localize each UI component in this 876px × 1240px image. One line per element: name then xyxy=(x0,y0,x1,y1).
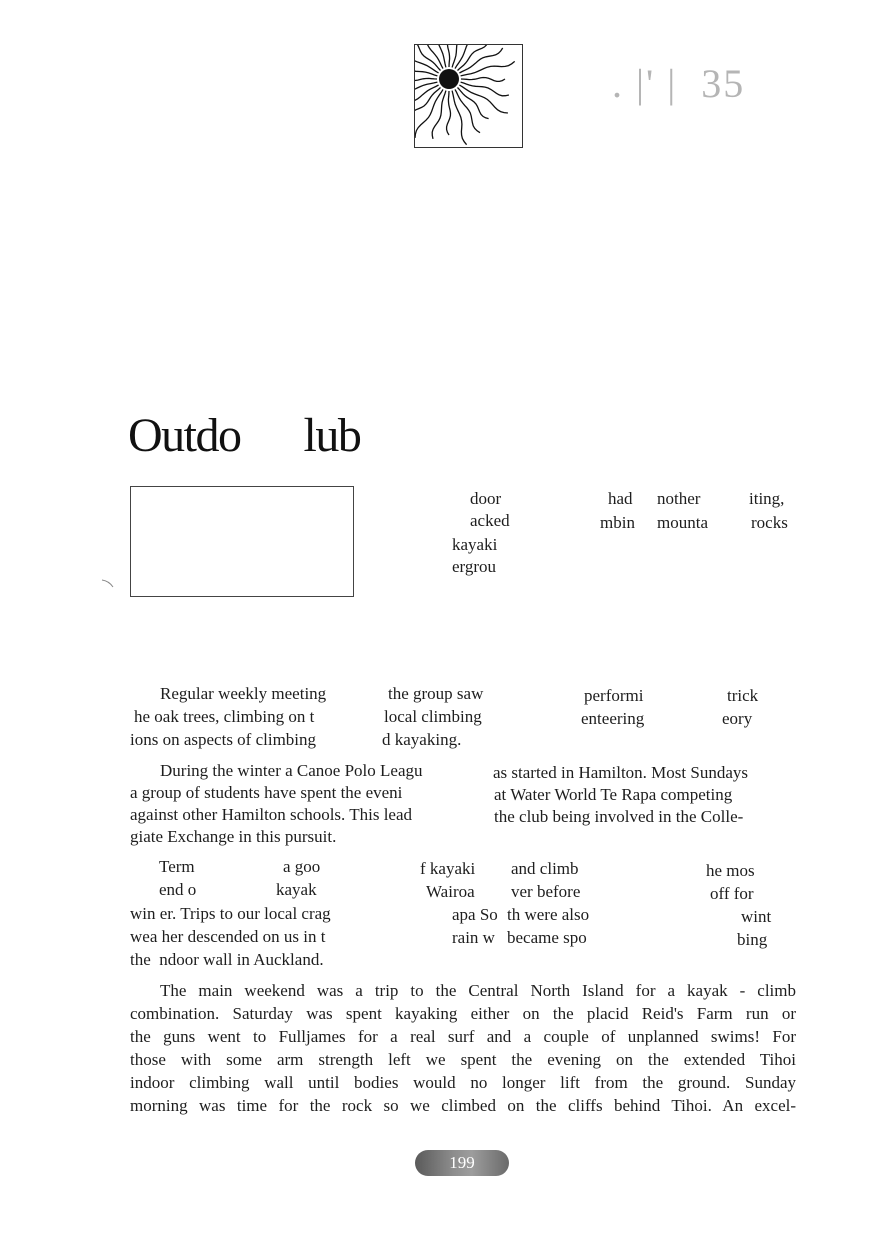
sun-ray xyxy=(415,89,443,137)
sun-ray xyxy=(452,45,466,67)
text-fragment: off for xyxy=(710,884,754,903)
text-fragment: win er. Trips to our local crag xyxy=(130,904,331,923)
text-fragment: ver before xyxy=(511,882,581,901)
text-fragment: Wairoa xyxy=(426,882,475,901)
sun-ray xyxy=(461,82,509,96)
sun-ray xyxy=(418,45,443,69)
text-fragment: Term xyxy=(159,857,195,876)
text-fragment: wea her descended on us in t xyxy=(130,927,326,946)
text-fragment: local climbing xyxy=(384,707,482,726)
text-fragment: door xyxy=(470,489,502,508)
text-fragment: During the winter a Canoe Polo Leagu xyxy=(160,761,423,780)
text-fragment: ergrou xyxy=(452,557,497,576)
sun-ray xyxy=(448,45,452,67)
text-fragment: trick xyxy=(727,686,759,705)
stray-mark xyxy=(100,578,116,588)
text-fragment: rain w xyxy=(452,928,495,947)
text-fragment: wint xyxy=(741,907,772,926)
text-fragment: giate Exchange in this pursuit. xyxy=(130,827,337,846)
text-line: indoor climbing wall until bodies would no longer lift from the ground. Sunday xyxy=(130,1073,796,1092)
page-number: 199 xyxy=(415,1150,509,1176)
sun-ray xyxy=(455,45,483,69)
text-fragment: nother xyxy=(657,489,701,508)
text-fragment: d kayaking. xyxy=(382,730,462,749)
text-line: the guns went to Fulljames for a real surf and a couple of unplanned swims! For xyxy=(130,1027,796,1046)
text-line: those with some arm strength left we spent the evening on the extended Tihoi xyxy=(130,1050,796,1069)
text-fragment: end o xyxy=(159,880,197,899)
text-fragment: as started in Hamilton. Most Sundays xyxy=(493,763,748,782)
text-fragment: the ndoor wall in Auckland. xyxy=(130,950,324,969)
text-fragment: bing xyxy=(737,930,768,949)
photo-frame xyxy=(130,486,354,597)
text-fragment: mbin xyxy=(600,513,635,532)
text-fragment: the club being involved in the Colle- xyxy=(494,807,744,826)
text-line: The main weekend was a trip to the Central North Island for a kayak - climb xyxy=(160,981,796,1000)
text-fragment: a group of students have spent the eveni xyxy=(130,783,403,802)
text-fragment: and climb xyxy=(511,859,579,878)
text-fragment: mounta xyxy=(657,513,708,532)
sun-ray xyxy=(461,78,505,82)
text-fragment: enteering xyxy=(581,709,645,728)
sun-icon xyxy=(415,45,521,146)
text-fragment: iting, xyxy=(749,489,785,508)
text-fragment: f kayaki xyxy=(420,859,476,878)
sun-logo xyxy=(414,44,523,148)
text-fragment: had xyxy=(608,489,633,508)
text-fragment: acked xyxy=(470,511,510,530)
text-fragment: Regular weekly meeting xyxy=(160,684,327,703)
text-fragment: the group saw xyxy=(388,684,484,703)
text-fragment: th were also xyxy=(507,905,590,924)
text-fragment: against other Hamilton schools. This lead xyxy=(130,805,413,824)
sun-ray xyxy=(415,82,437,97)
text-fragment: a goo xyxy=(283,857,321,876)
text-fragment: he oak trees, climbing on t xyxy=(134,707,315,726)
sun-ray xyxy=(415,88,441,119)
text-fragment: eory xyxy=(722,709,753,728)
sun-ray xyxy=(415,85,439,110)
text-fragment: apa So xyxy=(452,905,498,924)
text-fragment: kayak xyxy=(276,880,317,899)
page-title: Outdo lub xyxy=(128,409,361,462)
text-fragment: he mos xyxy=(706,861,755,880)
sun-ray xyxy=(415,62,437,76)
sun-ray xyxy=(459,85,508,113)
text-fragment: became spo xyxy=(507,928,587,947)
sun-disc xyxy=(439,69,459,89)
text-fragment: kayaki xyxy=(452,535,498,554)
text-line: morning was time for the rock so we climbed on the cliffs behind Tihoi. An excel- xyxy=(130,1096,796,1115)
text-fragment: at Water World Te Rapa competing xyxy=(494,785,733,804)
sun-ray xyxy=(432,91,446,139)
sun-ray xyxy=(447,91,451,135)
text-fragment: ions on aspects of climbing xyxy=(130,730,317,749)
sun-ray xyxy=(415,45,439,73)
text-fragment: performi xyxy=(584,686,644,705)
sun-ray xyxy=(431,45,446,67)
header-year-text: . |' | 35 xyxy=(612,61,746,106)
text-fragment: rocks xyxy=(751,513,788,532)
sun-ray xyxy=(415,77,437,81)
text-line: combination. Saturday was spent kayaking either on the placid Reid's Farm run or xyxy=(130,1004,796,1023)
